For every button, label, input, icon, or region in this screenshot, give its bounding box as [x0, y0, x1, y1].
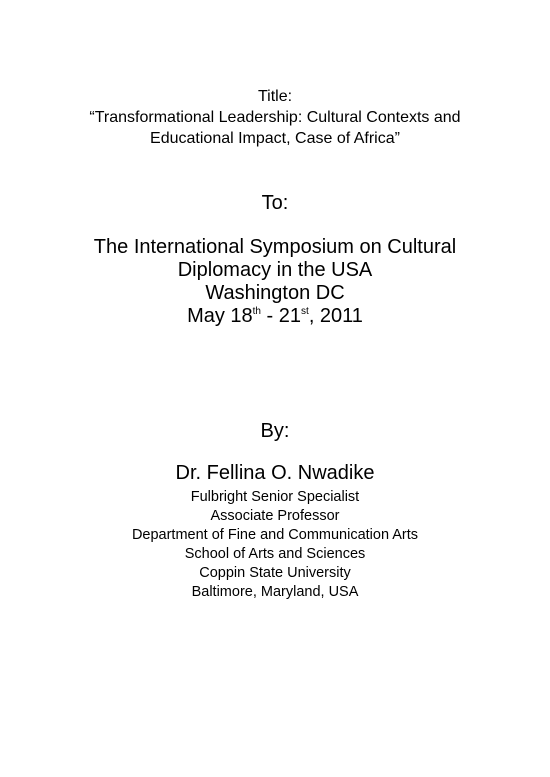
to-label: To:	[261, 192, 289, 214]
author-name: Dr. Fellina O. Nwadike	[175, 462, 375, 484]
by-label: By:	[260, 420, 290, 442]
symposium-block	[0, 236, 550, 328]
date-prefix: May 18	[187, 305, 253, 327]
symposium-name-line-2: Diplomacy in the USA	[177, 259, 373, 281]
date-suffix: , 2011	[308, 305, 363, 327]
date-mid: - 21	[261, 305, 302, 327]
title-label: Title:	[257, 88, 293, 105]
to-block	[0, 192, 550, 215]
author-detail: Fulbright Senior Specialist	[190, 489, 360, 505]
date-ordinal-2: st	[301, 306, 309, 317]
by-block	[0, 420, 550, 443]
author-detail: School of Arts and Sciences	[184, 546, 366, 562]
symposium-location: Washington DC	[205, 282, 345, 304]
date-ordinal-1: th	[252, 306, 261, 317]
author-detail: Associate Professor	[210, 508, 340, 524]
symposium-date	[0, 305, 550, 328]
paper-title-line-2: Educational Impact, Case of Africa”	[150, 130, 400, 147]
author-detail: Baltimore, Maryland, USA	[191, 584, 359, 600]
paper-title-line-1: “Transformational Leadership: Cultural Contexts and	[89, 109, 461, 126]
author-block	[0, 462, 550, 602]
title-block	[0, 86, 550, 149]
symposium-name-line-1: The International Symposium on Cultural	[93, 236, 457, 258]
author-detail: Department of Fine and Communication Arts	[131, 527, 419, 543]
author-detail: Coppin State University	[199, 565, 351, 581]
